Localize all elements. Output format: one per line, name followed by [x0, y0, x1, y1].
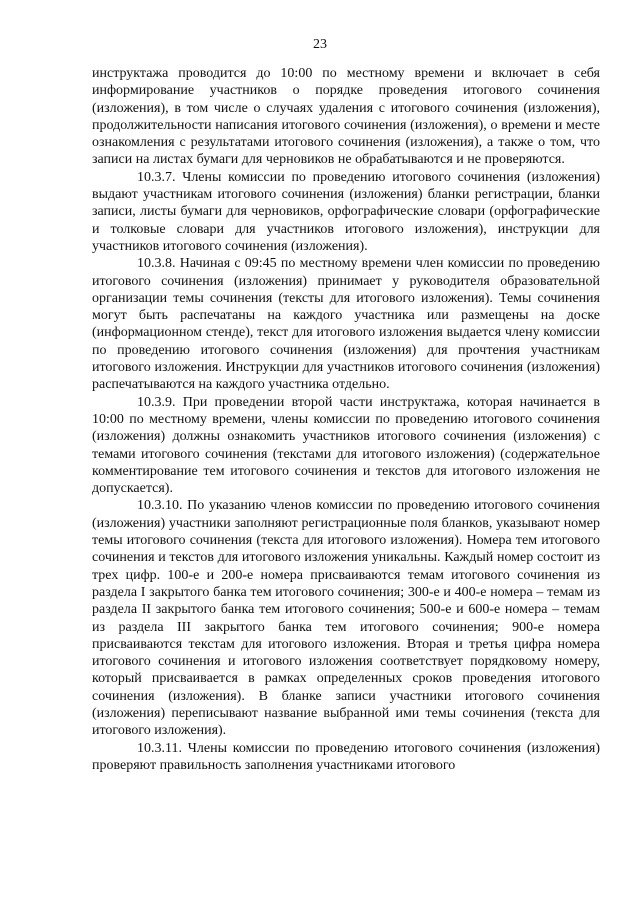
paragraph-10-3-11: 10.3.11. Члены комиссии по проведению итогового сочинения (изложения) проверяют правильность заполнения участниками итогового: [92, 740, 600, 773]
paragraph-10-3-7: 10.3.7. Члены комиссии по проведению итогового сочинения (изложения) выдают участникам итогового сочинения (изложения) бланки регистрации, бланки записи, листы бумаги для черновиков, орфографические словари (орфографические и толковые словари для участников итогового изложения), инструкции для участников итогового сочинения (изложения).: [92, 169, 600, 254]
paragraph-10-3-8: 10.3.8. Начиная с 09:45 по местному времени член комиссии по проведению итогового сочинения (изложения) принимает у руководителя образовательной организации темы сочинения (тексты для итогового изложения). Темы сочинения могут быть распечатаны на каждого участника или размещены на доске (информационном стенде), текст для итогового изложения выдается члену комиссии по проведению итогового сочинения (изложения) для прочтения участникам итогового изложения. Инструкции для участников итогового сочинения (изложения) распечатываются на каждого участника отдельно.: [92, 256, 600, 393]
document-body: [92, 65, 600, 774]
paragraph-10-3-10: 10.3.10. По указанию членов комиссии по проведению итогового сочинения (изложения) участники заполняют регистрационные поля бланков, указывают номер темы итогового сочинения (текста для итогового изложения). Номера тем итогового сочинения и текстов для итогового изложения уникальны. Каждый номер состоит из трех цифр. 100-е и 200-е номера присваиваются темам итогового сочинения из раздела I закрытого банка тем итогового сочинения; 300-е и 400-е номера – темам из раздела II закрытого банка тем итогового сочинения; 500-е и 600-е номера – темам из раздела III закрытого банка тем итогового сочинения; 900-е номера присваиваются текстам для итогового изложения. Вторая и третья цифра номера итогового сочинения и итогового изложения соответствует порядковому номеру, который присваивается в рамках определенных сроков проведения итогового сочинения (изложения). В бланке записи участники итогового сочинения (изложения) переписывают название выбранной ими темы сочинения (текста для итогового изложения).: [92, 498, 600, 739]
page-number: 23: [313, 37, 327, 52]
paragraph-10-3-9: 10.3.9. При проведении второй части инструктажа, которая начинается в 10:00 по местному времени, члены комиссии по проведению итогового сочинения (изложения) должны ознакомить участников итогового сочинения (изложения) с темами итогового сочинения (текстами для итогового изложения) (содержательное комментирование тем итогового сочинения и текстов для итогового изложения не допускается).: [92, 394, 600, 497]
paragraph-continuation: инструктажа проводится до 10:00 по местному времени и включает в себя информирование участников о порядке проведения итогового сочинения (изложения), в том числе о случаях удаления с итогового сочинения (изложения), продолжительности написания итогового сочинения (изложения), о времени и месте ознакомления с результатами итогового сочинения (изложения), а также о том, что записи на листах бумаги для черновиков не обрабатываются и не проверяются.: [92, 66, 600, 168]
